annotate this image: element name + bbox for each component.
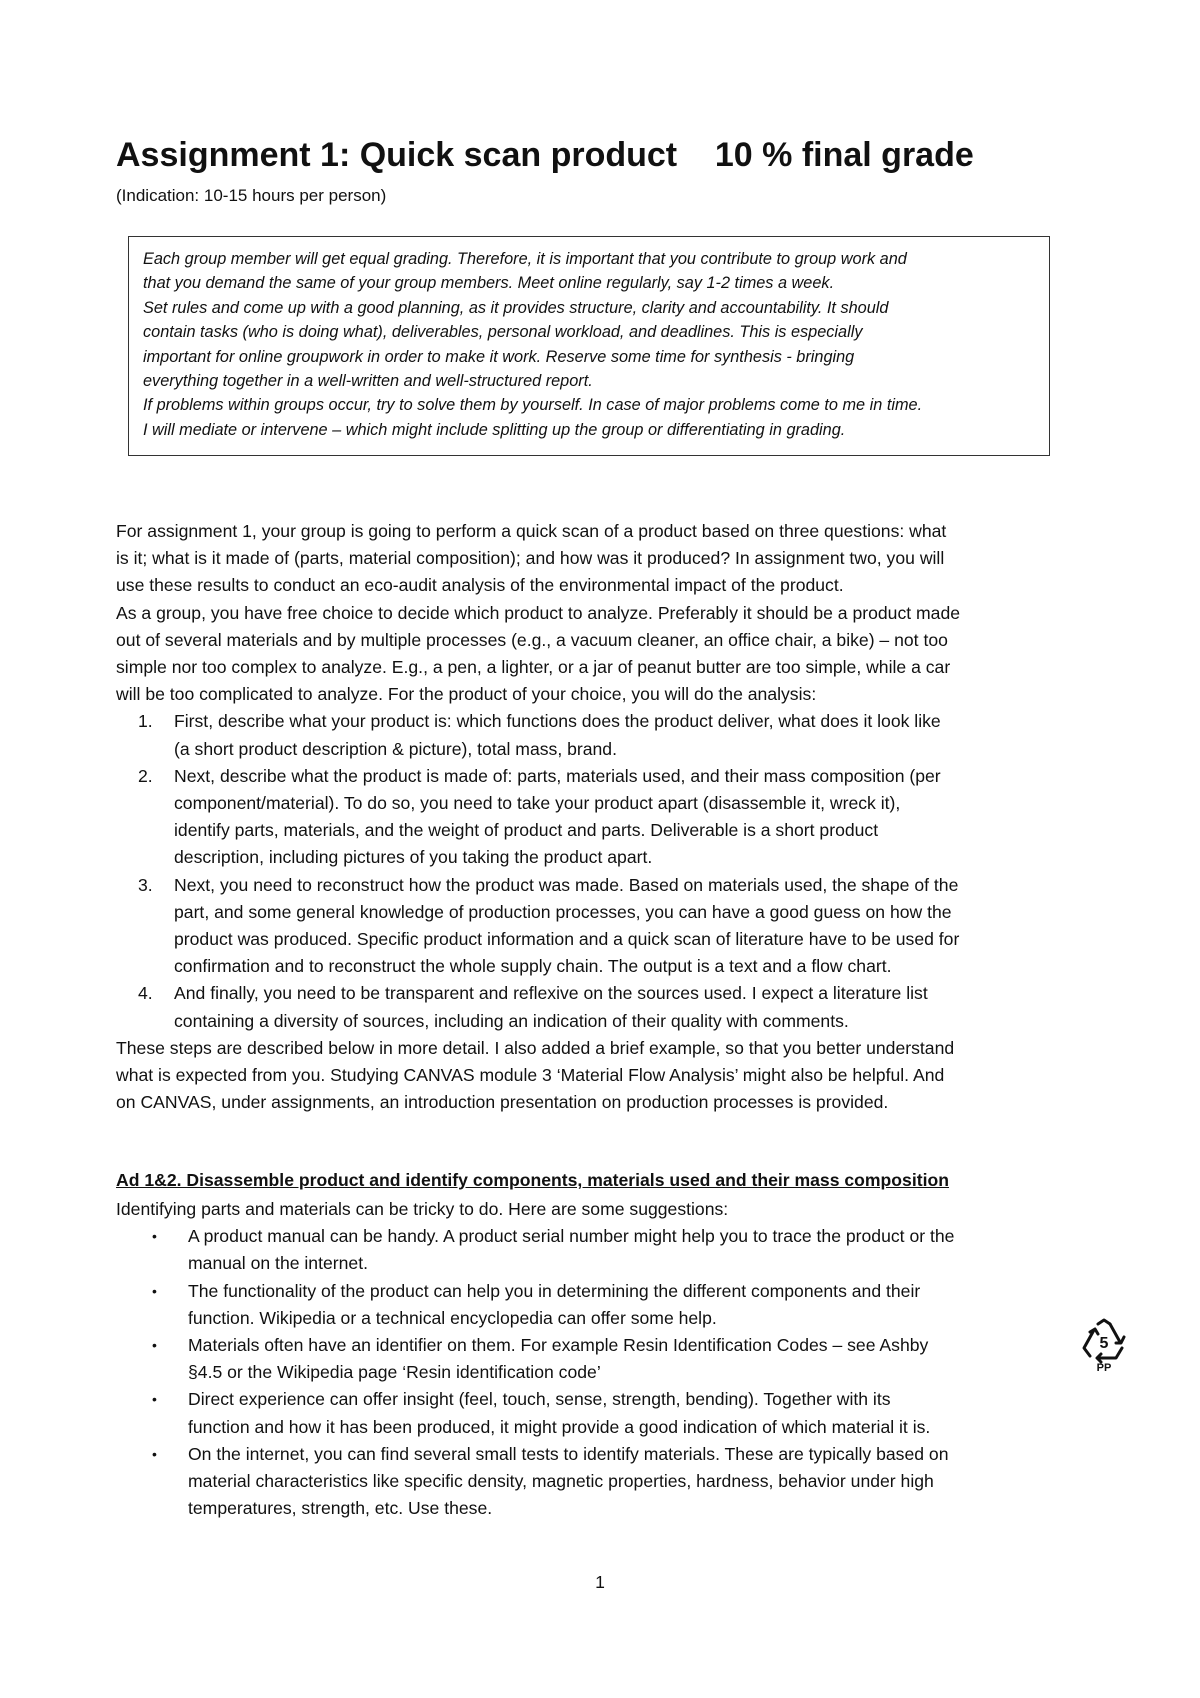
list-item-line: The functionality of the product can help you in determining the different components and their bbox=[188, 1280, 921, 1301]
list-item-line: A product manual can be handy. A product serial number might help you to trace the product or the bbox=[188, 1226, 955, 1247]
recycle-icon bbox=[1076, 1316, 1132, 1372]
notice-line: contain tasks (who is doing what), deliverables, personal workload, and deadlines. This is especially bbox=[143, 323, 863, 342]
notice-line: If problems within groups occur, try to solve them by yourself. In case of major problems come to me in time. bbox=[143, 396, 923, 415]
list-item bbox=[116, 1441, 1096, 1523]
list-item-line: temperatures, strength, etc. Use these. bbox=[188, 1498, 493, 1519]
list-item-line: Next, you need to reconstruct how the product was made. Based on materials used, the shape of the bbox=[174, 874, 959, 895]
list-item-line: part, and some general knowledge of production processes, you can have a good guess on how the bbox=[174, 901, 952, 922]
list-item-line: Direct experience can offer insight (feel, touch, sense, strength, bending). Together with its bbox=[188, 1389, 891, 1410]
notice-line: important for online groupwork in order to make it work. Reserve some time for synthesis - bringing bbox=[143, 347, 855, 366]
bullet-icon: • bbox=[152, 1282, 157, 1299]
list-item-line: component/material). To do so, you need to take your product apart (disassemble it, wreck it), bbox=[174, 793, 901, 814]
list-item-line: confirmation and to reconstruct the whole supply chain. The output is a text and a flow chart. bbox=[174, 956, 892, 977]
suggestions-list bbox=[116, 1223, 1096, 1522]
notice-line: I will mediate or intervene – which might include splitting up the group or differentiating in grading. bbox=[143, 420, 846, 439]
closing-line: These steps are described below in more detail. I also added a brief example, so that you better understand bbox=[116, 1037, 955, 1058]
page-number: 1 bbox=[595, 1572, 605, 1592]
list-item-line: And finally, you need to be transparent and reflexive on the sources used. I expect a literature list bbox=[174, 983, 928, 1004]
list-item bbox=[116, 708, 1096, 762]
list-item bbox=[116, 1386, 1096, 1440]
list-item bbox=[116, 1278, 1096, 1332]
list-item bbox=[116, 1223, 1096, 1277]
list-number: 4. bbox=[138, 983, 153, 1004]
section-body bbox=[116, 1196, 1096, 1522]
list-item-line: Materials often have an identifier on them. For example Resin Identification Codes – see Ashby bbox=[188, 1335, 929, 1356]
list-item-line: manual on the internet. bbox=[188, 1253, 368, 1274]
notice-line: that you demand the same of your group members. Meet online regularly, say 1-2 times a week. bbox=[143, 274, 835, 293]
assignment-description bbox=[116, 518, 1096, 1116]
list-item bbox=[116, 980, 1096, 1034]
bullet-icon: • bbox=[152, 1337, 157, 1354]
list-item-line: §4.5 or the Wikipedia page ‘Resin identification code’ bbox=[188, 1362, 601, 1383]
list-item-line: containing a diversity of sources, including an indication of their quality with comments. bbox=[174, 1010, 849, 1031]
list-number: 2. bbox=[138, 765, 153, 786]
list-item-line: Next, describe what the product is made of: parts, materials used, and their mass composition (per bbox=[174, 765, 941, 786]
list-item-line: product was produced. Specific product information and a quick scan of literature have to be used for bbox=[174, 929, 960, 950]
bullet-icon: • bbox=[152, 1445, 157, 1462]
list-item-line: identify parts, materials, and the weight of product and parts. Deliverable is a short product bbox=[174, 820, 879, 841]
list-item bbox=[116, 763, 1096, 872]
closing-line: on CANVAS, under assignments, an introduction presentation on production processes is provided. bbox=[116, 1092, 889, 1113]
list-number: 3. bbox=[138, 874, 153, 895]
page-title: Assignment 1: Quick scan product 10 % final grade bbox=[116, 136, 974, 174]
group-work-notice-box bbox=[128, 236, 1050, 456]
bullet-icon: • bbox=[152, 1228, 157, 1245]
analysis-steps-list bbox=[116, 708, 1096, 1034]
list-item-line: On the internet, you can find several small tests to identify materials. These are typically based on bbox=[188, 1443, 949, 1464]
intro-line: out of several materials and by multiple processes (e.g., a vacuum cleaner, an office chair, a bike) – not too bbox=[116, 629, 948, 650]
list-number: 1. bbox=[138, 711, 153, 732]
resin-code-label: PP bbox=[1096, 1362, 1112, 1372]
list-item-line: description, including pictures of you taking the product apart. bbox=[174, 847, 653, 868]
intro-line: For assignment 1, your group is going to perform a quick scan of a product based on three questions: what bbox=[116, 521, 947, 541]
intro-line: will be too complicated to analyze. For the product of your choice, you will do the analysis: bbox=[116, 684, 817, 705]
notice-line: Set rules and come up with a good planning, as it provides structure, clarity and accountability. It should bbox=[143, 298, 889, 317]
closing-line: what is expected from you. Studying CANVAS module 3 ‘Material Flow Analysis’ might also be helpful. And bbox=[116, 1065, 945, 1086]
list-item-line: function. Wikipedia or a technical encyclopedia can offer some help. bbox=[188, 1307, 717, 1328]
list-item-line: function and how it has been produced, it might provide a good indication of which material it is. bbox=[188, 1416, 931, 1437]
intro-line: simple nor too complex to analyze. E.g., a pen, a lighter, or a jar of peanut butter are too simple, while a car bbox=[116, 657, 951, 678]
list-item-line: First, describe what your product is: which functions does the product deliver, what does it look like bbox=[174, 711, 941, 732]
list-item-line: material characteristics like specific density, magnetic properties, hardness, behavior under high bbox=[188, 1471, 934, 1492]
intro-line: is it; what is it made of (parts, material composition); and how was it produced? In assignment two, you will bbox=[116, 548, 945, 569]
intro-line: use these results to conduct an eco-audit analysis of the environmental impact of the product. bbox=[116, 575, 844, 596]
notice-line: Each group member will get equal grading. Therefore, it is important that you contribute to group work and bbox=[143, 250, 907, 268]
list-item-line: (a short product description & picture), total mass, brand. bbox=[174, 738, 617, 759]
section-intro: Identifying parts and materials can be tricky to do. Here are some suggestions: bbox=[116, 1199, 729, 1219]
section-heading: Ad 1&2. Disassemble product and identify components, materials used and their mass composition bbox=[116, 1170, 949, 1190]
page-subtitle: (Indication: 10-15 hours per person) bbox=[116, 186, 387, 205]
notice-line: everything together in a well-written and well-structured report. bbox=[143, 372, 593, 391]
list-item bbox=[116, 872, 1096, 981]
resin-code-number: 5 bbox=[1099, 1335, 1109, 1352]
list-item bbox=[116, 1332, 1096, 1386]
bullet-icon: • bbox=[152, 1391, 157, 1408]
intro-line: As a group, you have free choice to decide which product to analyze. Preferably it should be a product made bbox=[116, 602, 961, 623]
